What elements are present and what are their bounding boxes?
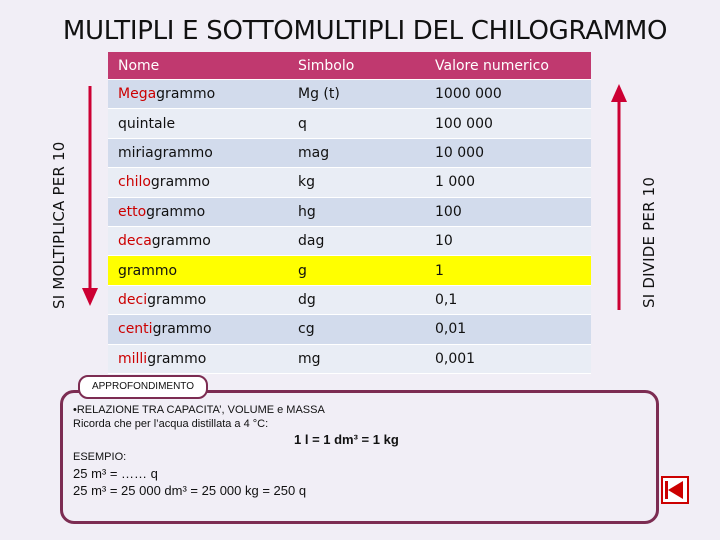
unit-value: 1 — [425, 256, 591, 285]
header-value: Valore numerico — [425, 52, 591, 80]
unit-base: grammo — [146, 203, 206, 220]
unit-base: quintale — [118, 115, 176, 132]
unit-prefix: chilo — [118, 174, 151, 191]
table-header-row — [108, 52, 591, 80]
insight-heading: •RELAZIONE TRA CAPACITA’, VOLUME e MASSA — [73, 404, 325, 416]
unit-prefix: etto — [118, 203, 147, 220]
back-nav-button[interactable] — [661, 476, 689, 504]
unit-symbol: dag — [288, 226, 425, 255]
unit-value: 100 — [425, 197, 591, 226]
unit-symbol: q — [288, 109, 425, 138]
unit-symbol: mg — [288, 344, 425, 373]
table-row-highlight — [108, 256, 591, 285]
side-label-left: SI MOLTIPLICA PER 10 — [50, 141, 68, 309]
example-line-2: 25 m³ = 25 000 dm³ = 25 000 kg = 250 q — [73, 483, 307, 498]
unit-name — [108, 197, 288, 226]
unit-base: grammo — [151, 233, 211, 250]
unit-symbol: cg — [288, 315, 425, 344]
unit-base: grammo — [152, 321, 212, 338]
unit-value: 1 000 — [425, 168, 591, 197]
unit-name — [108, 80, 288, 109]
unit-prefix: milli — [118, 350, 148, 367]
unit-value: 10 — [425, 226, 591, 255]
unit-value: 100 000 — [425, 109, 591, 138]
unit-symbol: mag — [288, 138, 425, 167]
table-row — [108, 344, 591, 373]
example-label: ESEMPIO: — [73, 451, 127, 463]
unit-prefix: centi — [118, 321, 153, 338]
unit-base: grammo — [156, 86, 216, 103]
unit-name — [108, 285, 288, 314]
insight-note: Ricorda che per l’acqua distillata a 4 °C: — [73, 418, 269, 430]
unit-prefix: Mega — [118, 86, 157, 103]
table-row — [108, 168, 591, 197]
arrow-up-icon — [609, 84, 629, 310]
header-symbol: Simbolo — [288, 52, 425, 80]
table-row — [108, 226, 591, 255]
unit-name — [108, 344, 288, 373]
page-title: MULTIPLI E SOTTOMULTIPLI DEL CHILOGRAMMO — [62, 16, 668, 46]
unit-value: 0,1 — [425, 285, 591, 314]
header-name: Nome — [108, 52, 288, 80]
unit-symbol: hg — [288, 197, 425, 226]
insight-tag: APPROFONDIMENTO — [78, 375, 208, 399]
unit-name — [108, 256, 288, 285]
unit-symbol: g — [288, 256, 425, 285]
unit-base: miriagrammo — [118, 144, 213, 161]
unit-name — [108, 138, 288, 167]
unit-symbol: dg — [288, 285, 425, 314]
unit-value: 10 000 — [425, 138, 591, 167]
unit-base: grammo — [147, 350, 207, 367]
unit-prefix: deci — [118, 291, 148, 308]
side-label-right: SI DIVIDE PER 10 — [640, 176, 658, 308]
back-nav-icon — [663, 478, 687, 502]
unit-base: grammo — [150, 174, 210, 191]
unit-value: 0,001 — [425, 344, 591, 373]
table-row — [108, 138, 591, 167]
table-row — [108, 315, 591, 344]
example-line-1: 25 m³ = …… q — [73, 466, 158, 481]
unit-name — [108, 226, 288, 255]
unit-name — [108, 109, 288, 138]
table-row — [108, 285, 591, 314]
unit-name — [108, 315, 288, 344]
table-row — [108, 80, 591, 109]
table-row — [108, 109, 591, 138]
arrow-down-icon — [80, 86, 100, 308]
units-table — [108, 52, 591, 374]
insight-formula: 1 l = 1 dm³ = 1 kg — [294, 432, 399, 447]
unit-name — [108, 168, 288, 197]
unit-base: grammo — [147, 291, 207, 308]
table-row — [108, 197, 591, 226]
unit-symbol: Mg (t) — [288, 80, 425, 109]
unit-symbol: kg — [288, 168, 425, 197]
unit-value: 0,01 — [425, 315, 591, 344]
unit-value: 1000 000 — [425, 80, 591, 109]
unit-base: grammo — [118, 262, 178, 279]
unit-prefix: deca — [118, 233, 152, 250]
